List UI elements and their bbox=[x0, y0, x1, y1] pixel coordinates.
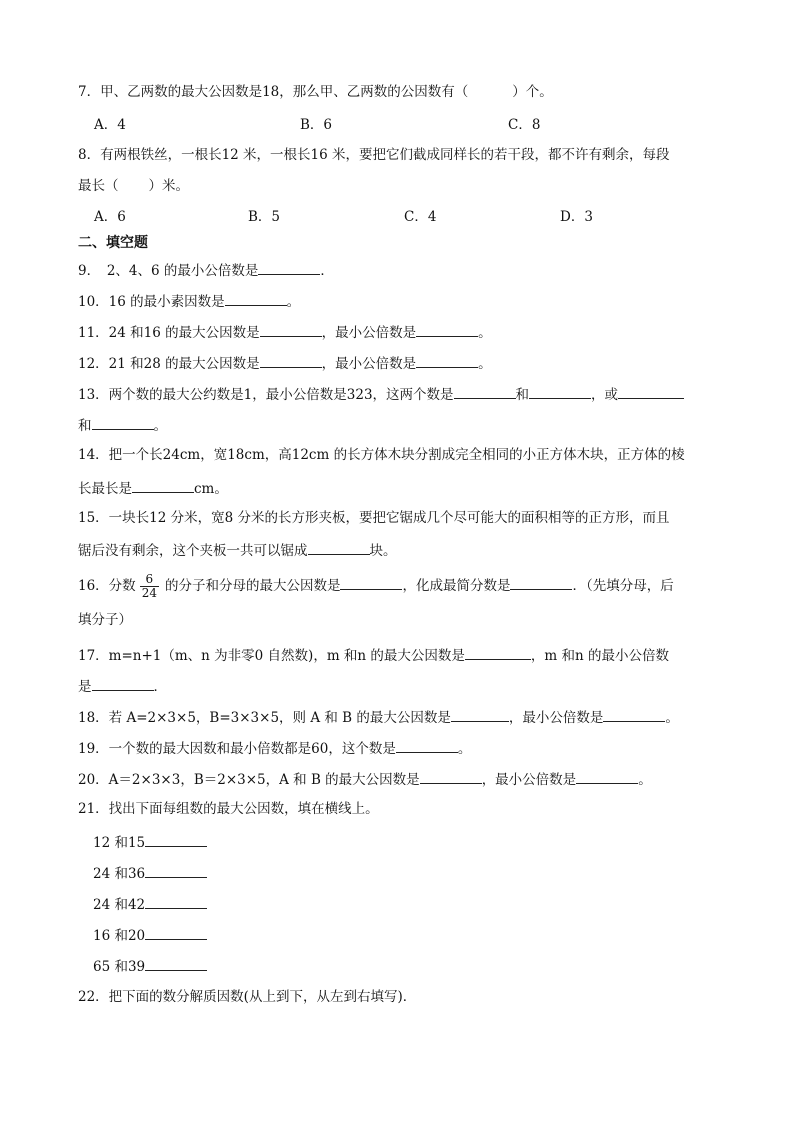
answer-blank[interactable] bbox=[618, 384, 684, 399]
answer-blank[interactable] bbox=[529, 384, 591, 399]
section-title: 二、填空题 bbox=[78, 235, 148, 251]
answer-blank[interactable] bbox=[340, 575, 402, 590]
list-item: 12 和15 bbox=[93, 832, 207, 852]
answer-blank[interactable] bbox=[576, 769, 638, 784]
list-item: 24 和42 bbox=[93, 894, 207, 914]
answer-blank[interactable] bbox=[420, 769, 482, 784]
question-17-cont: 是 ． bbox=[78, 676, 167, 696]
question-15-cont: 锯后没有剩余，这个夹板一共可以锯成 块。 bbox=[78, 540, 397, 560]
answer-blank[interactable] bbox=[145, 863, 207, 878]
question-9: 9． 2、4、6 的最小公倍数是 ． bbox=[78, 260, 334, 280]
answer-blank[interactable] bbox=[145, 956, 207, 971]
answer-blank[interactable] bbox=[92, 415, 154, 430]
answer-blank[interactable] bbox=[132, 478, 194, 493]
answer-blank[interactable] bbox=[260, 322, 322, 337]
option-b: B．6 bbox=[300, 117, 333, 133]
option-c: C．4 bbox=[404, 209, 437, 225]
answer-blank[interactable] bbox=[308, 540, 370, 555]
option-d: D．3 bbox=[560, 209, 593, 225]
list-item: 24 和36 bbox=[93, 863, 207, 883]
list-item: 16 和20 bbox=[93, 925, 207, 945]
answer-blank[interactable] bbox=[145, 925, 207, 940]
question-17: 17．m=n+1（m、n 为非零0 自然数)，m 和n 的最大公因数是 ，m 和n 的最小公倍数 bbox=[78, 645, 669, 665]
question-8-cont: 最长（ ）米。 bbox=[78, 178, 189, 194]
answer-blank[interactable] bbox=[416, 353, 478, 368]
answer-blank[interactable] bbox=[92, 676, 154, 691]
question-21: 21．找出下面每组数的最大公因数，填在横线上。 bbox=[78, 801, 379, 817]
question-13-cont: 和 。 bbox=[78, 415, 167, 435]
question-20: 20．A＝2×3×3，B＝2×3×5，A 和 B 的最大公因数是 ，最小公倍数是 。 bbox=[78, 769, 652, 789]
answer-blank[interactable] bbox=[396, 738, 458, 753]
question-8: 8．有两根铁丝，一根长12 米，一根长16 米，要把它们截成同样长的若干段，都不许有剩余，每段 bbox=[78, 147, 670, 163]
question-15: 15．一块长12 分米，宽8 分米的长方形夹板，要把它锯成几个尽可能大的面积相等的正方形，而且 bbox=[78, 510, 670, 526]
answer-blank[interactable] bbox=[145, 894, 207, 909]
answer-blank[interactable] bbox=[225, 291, 287, 306]
question-22: 22．把下面的数分解质因数(从上到下，从左到右填写)． bbox=[78, 989, 417, 1005]
fraction: $\frac{6}{24}$ bbox=[141, 572, 157, 600]
question-7: 7．甲、乙两数的最大公因数是18，那么甲、乙两数的公因数有（ ）个。 bbox=[78, 84, 553, 100]
answer-blank[interactable] bbox=[451, 707, 509, 722]
option-a: A．6 bbox=[94, 209, 126, 225]
question-19: 19．一个数的最大因数和最小倍数都是60，这个数是 。 bbox=[78, 738, 471, 758]
question-10: 10．16 的最小素因数是 。 bbox=[78, 291, 300, 311]
question-14: 14．把一个长24cm，宽18cm，高12cm 的长方体木块分割成完全相同的小正方体木块，正方体的棱 bbox=[78, 447, 685, 463]
answer-blank[interactable] bbox=[454, 384, 516, 399]
question-14-cont: 长最长是 cm。 bbox=[78, 478, 228, 498]
answer-blank[interactable] bbox=[465, 645, 531, 660]
question-13: 13．两个数的最大公约数是1，最小公倍数是323，这两个数是 和 ，或 bbox=[78, 384, 684, 404]
question-18: 18．若 A=2×3×5，B=3×3×5，则 A 和 B 的最大公因数是 ，最小公倍数是 。 bbox=[78, 707, 679, 727]
answer-blank[interactable] bbox=[258, 260, 320, 275]
question-16: 16．分数 $\frac{6}{24}$ 的分子和分母的最大公因数是 ，化成最简分数是 ．（先填分母，后 bbox=[78, 572, 674, 600]
question-12: 12．21 和28 的最大公因数是 ，最小公倍数是 。 bbox=[78, 353, 492, 373]
option-a: A．4 bbox=[94, 117, 126, 133]
answer-blank[interactable] bbox=[510, 575, 572, 590]
question-11: 11．24 和16 的最大公因数是 ，最小公倍数是 。 bbox=[78, 322, 492, 342]
answer-blank[interactable] bbox=[260, 353, 322, 368]
answer-blank[interactable] bbox=[603, 707, 665, 722]
answer-blank[interactable] bbox=[416, 322, 478, 337]
option-c: C．8 bbox=[508, 117, 541, 133]
option-b: B．5 bbox=[248, 209, 281, 225]
list-item: 65 和39 bbox=[93, 956, 207, 976]
answer-blank[interactable] bbox=[145, 832, 207, 847]
question-16-cont: 填分子） bbox=[78, 612, 132, 628]
